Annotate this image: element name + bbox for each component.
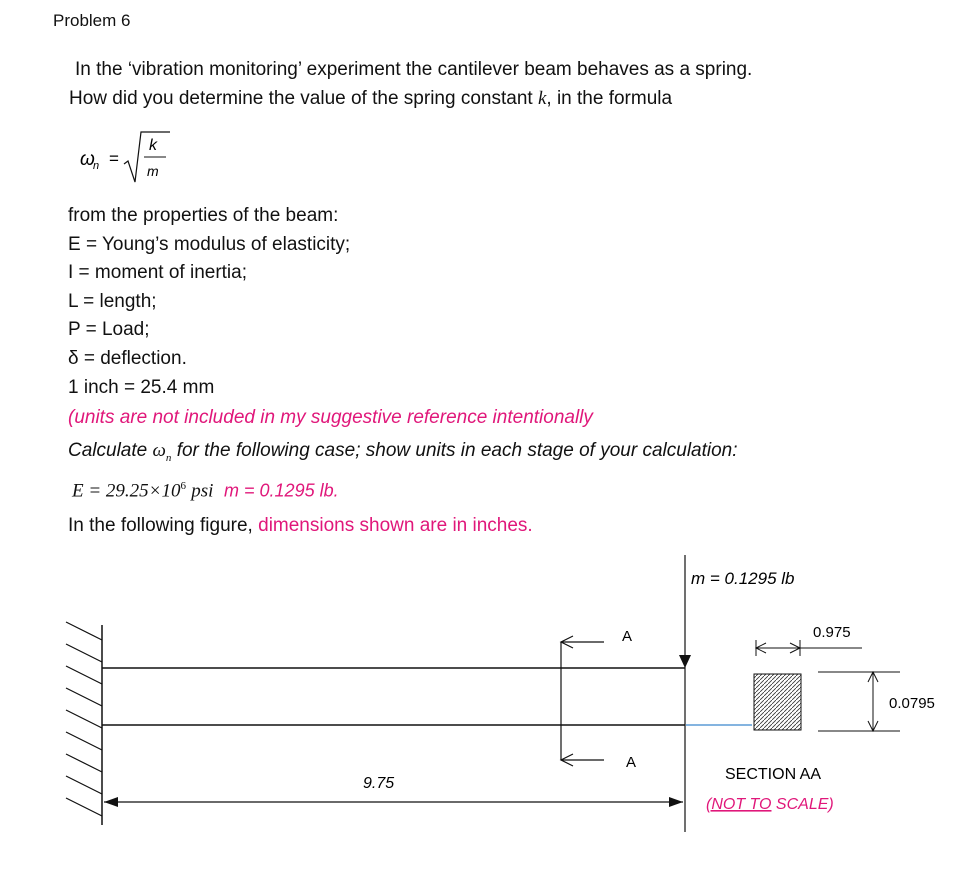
- problem-title: Problem 6: [53, 11, 131, 30]
- formula-omega-sub: n: [93, 160, 100, 172]
- figure-dimensions-note: dimensions shown are in inches.: [258, 515, 533, 536]
- formula-numerator: k: [149, 137, 157, 154]
- scale-note: [706, 796, 834, 813]
- property-P: P = Load;: [68, 319, 150, 340]
- length-label: 9.75: [363, 775, 395, 792]
- given-E-unit: psi: [191, 480, 214, 502]
- given-values: [72, 480, 339, 502]
- section-mark-top: A: [622, 628, 633, 645]
- intro-line-2-tail: , in the formula: [546, 88, 673, 109]
- scale-note-rest: SCALE): [771, 796, 834, 813]
- section-mark-bottom: A: [626, 754, 637, 771]
- property-E: E = Young’s modulus of elasticity;: [68, 234, 351, 255]
- intro-line-2: [69, 88, 672, 110]
- wall-hatching: [66, 622, 102, 816]
- calc-after: for the following case; show units in each stage of your calculation:: [176, 440, 738, 461]
- thickness-label: 0.0795: [889, 695, 935, 712]
- formula-omega: ω: [80, 149, 95, 170]
- given-E: E = 29.25×10: [72, 480, 181, 502]
- calculate-instruction: [68, 440, 738, 464]
- property-delta: δ = deflection.: [68, 348, 187, 369]
- natural-frequency-formula: [80, 128, 190, 190]
- properties-intro: from the properties of the beam:: [68, 205, 339, 226]
- width-label: 0.975: [813, 624, 851, 641]
- figure-intro: In the following figure,: [68, 515, 253, 536]
- intro-line-1: In the ‘vibration monitoring’ experiment the cantilever beam behaves as a spring.: [75, 59, 753, 80]
- figure-intro-line: [68, 515, 533, 537]
- formula-denominator: m: [147, 163, 159, 179]
- k-symbol: k: [537, 88, 547, 109]
- mass-label: m = 0.1295 lb: [691, 569, 795, 588]
- given-mass: m = 0.1295 lb.: [224, 480, 339, 501]
- unit-conversion: 1 inch = 25.4 mm: [68, 377, 215, 398]
- units-note: (units are not included in my suggestive reference intentionally: [68, 407, 593, 428]
- load-arrowhead: [679, 655, 691, 668]
- scale-note-underlined: (NOT TO: [706, 796, 772, 813]
- section-title: SECTION AA: [725, 766, 822, 783]
- calc-omega: ω: [152, 440, 166, 461]
- formula-equals: =: [109, 149, 119, 168]
- intro-line-2-text: How did you determine the value of the spring constant: [69, 88, 533, 109]
- property-L: L = length;: [68, 291, 157, 312]
- cross-section-rect: [754, 674, 801, 730]
- given-E-exp: 6: [180, 480, 186, 492]
- calc-omega-sub: n: [165, 451, 172, 464]
- property-I: I = moment of inertia;: [68, 262, 247, 283]
- calc-before: Calculate: [68, 440, 148, 461]
